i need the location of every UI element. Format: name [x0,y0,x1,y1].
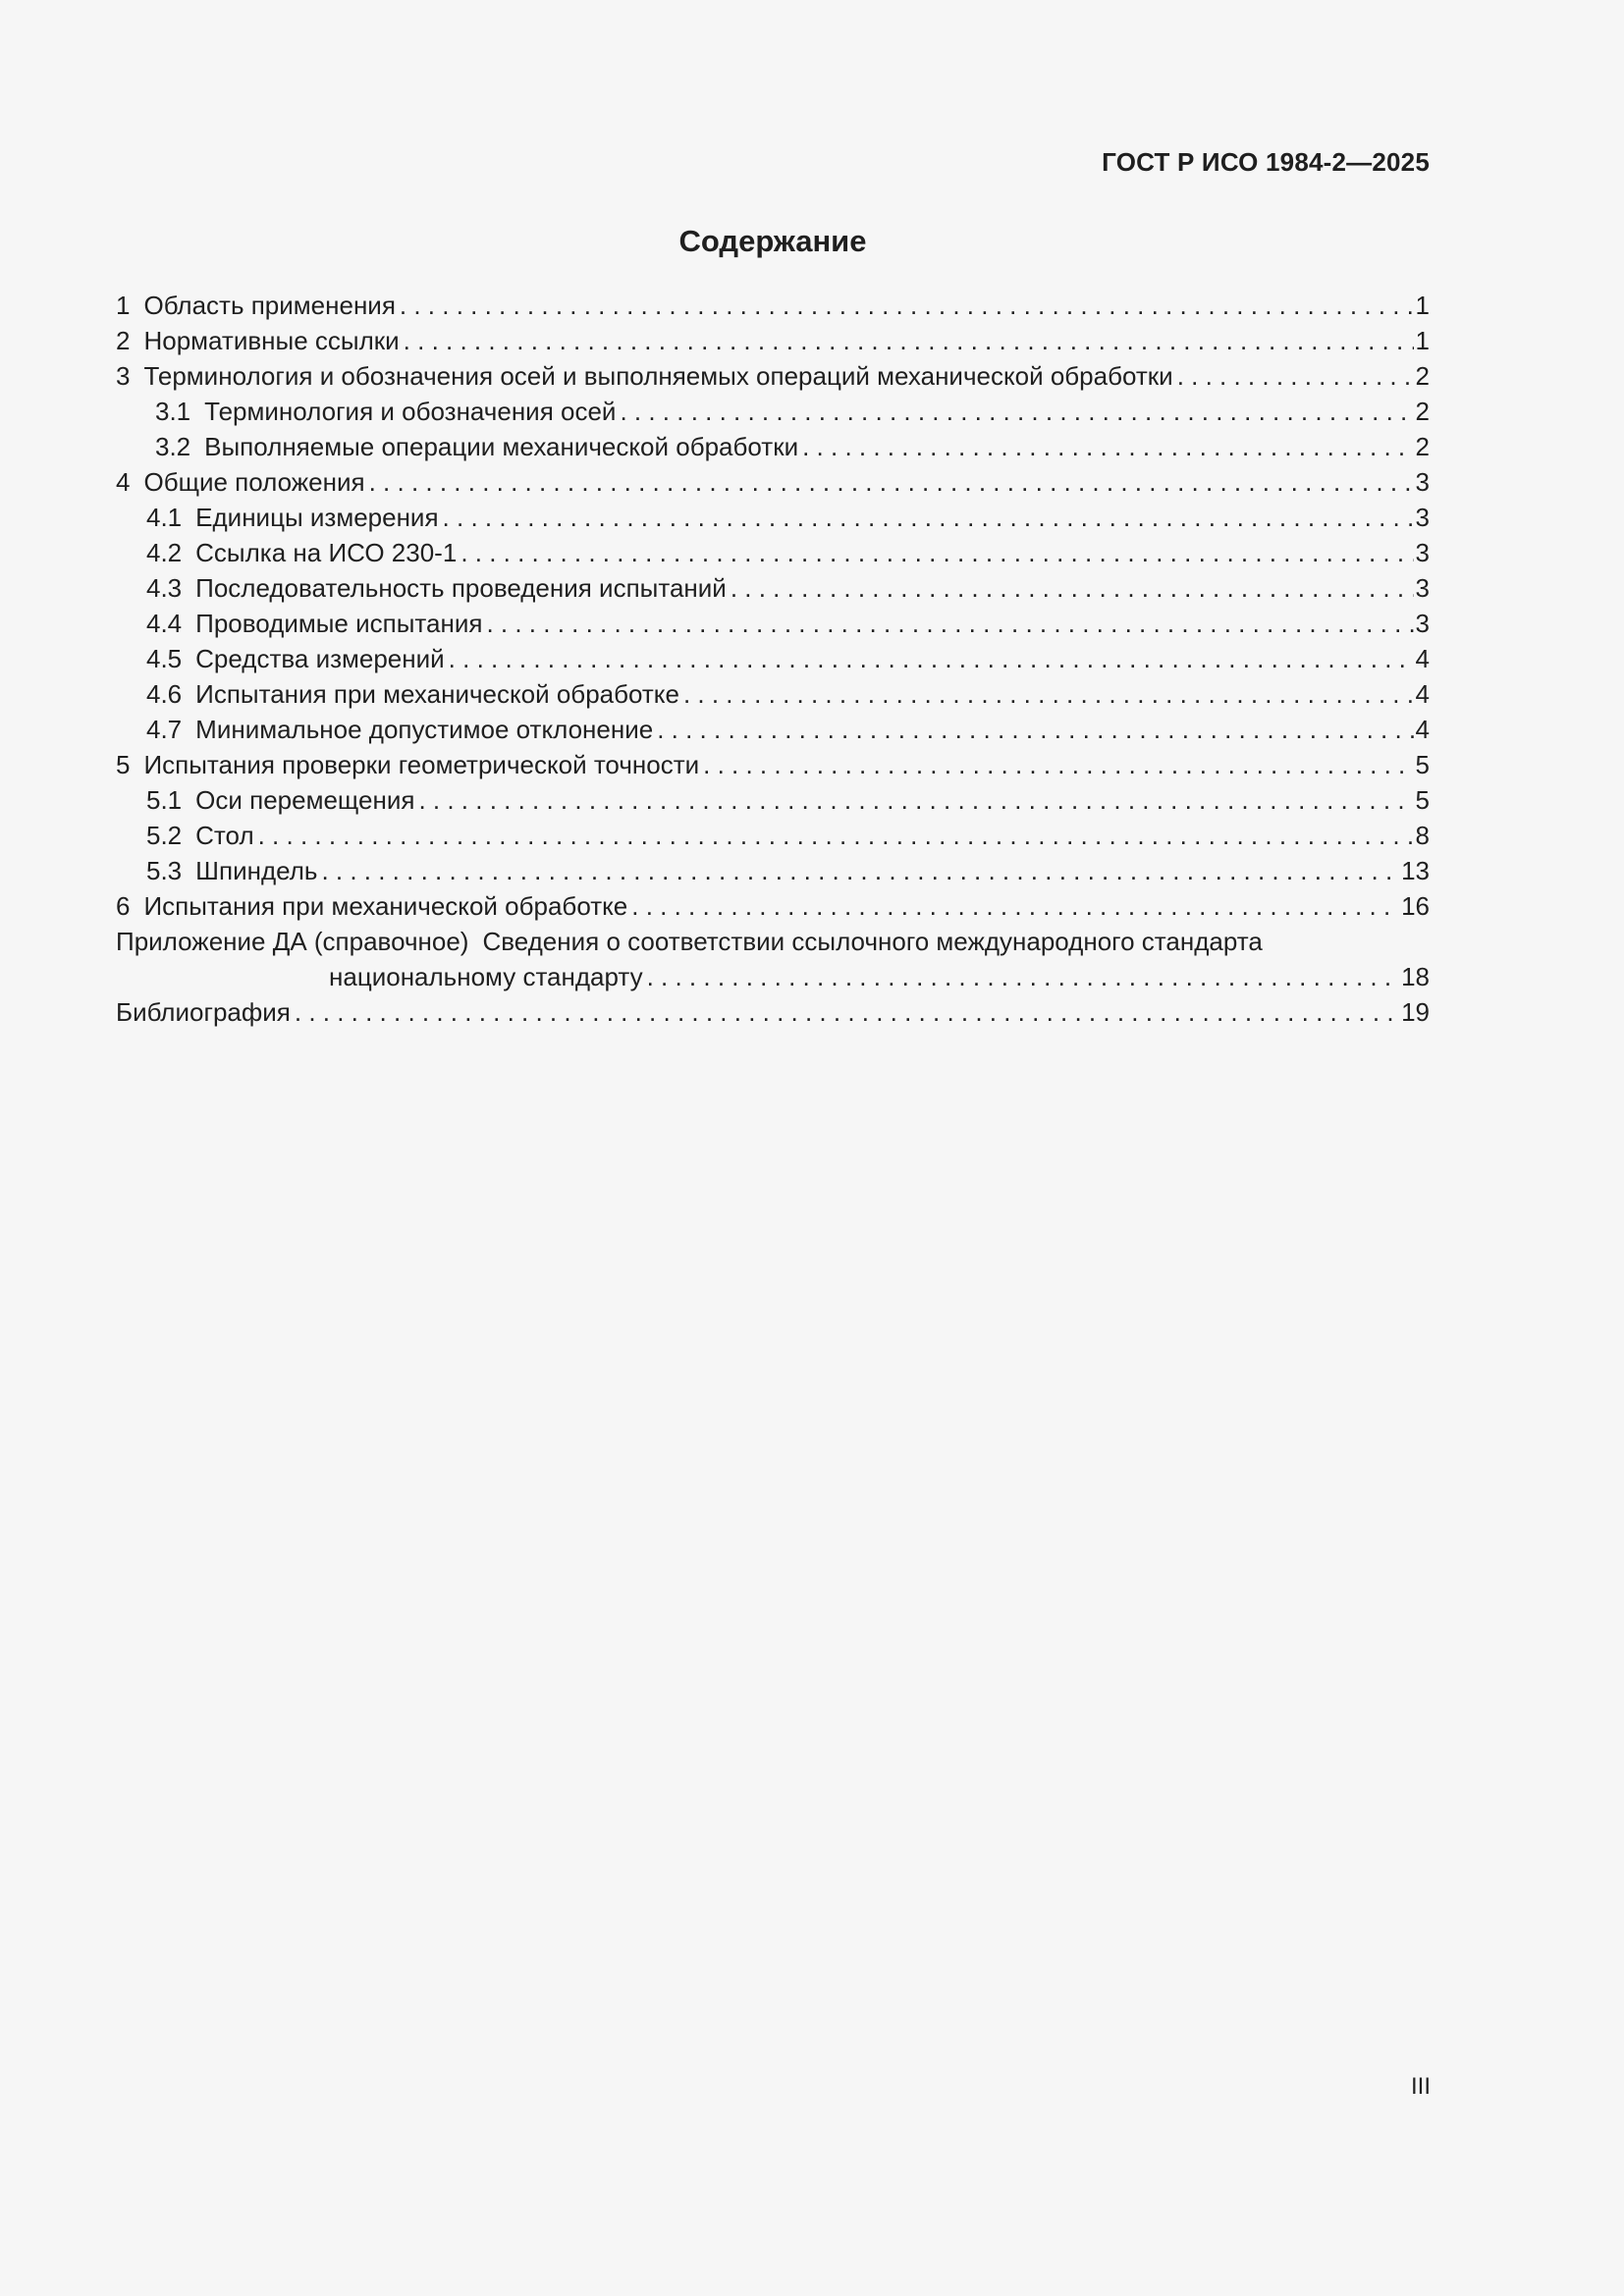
toc-entry-title: Единицы измерения [195,503,439,532]
toc-entry-title: Терминология и обозначения осей [204,397,617,426]
dot-leader [798,429,1413,464]
toc-entry-page: 4 [1415,679,1430,709]
dot-leader [445,641,1414,676]
toc-entry-4-4[interactable] [116,606,1430,641]
toc-entry-number: 3.1 [155,397,191,426]
dot-leader [616,394,1413,429]
dot-leader [400,323,1414,358]
toc-entry-4-2[interactable] [116,535,1430,570]
toc-entry-page: 4 [1415,644,1430,673]
toc-entry-page: 8 [1415,821,1430,850]
dot-leader [1173,358,1414,394]
toc-entry-title: Последовательность проведения испытаний [195,573,727,603]
toc-entry-number: 3 [116,361,131,391]
toc-entry-number: 5 [116,750,131,779]
toc-entry-number: 4.7 [146,715,183,744]
toc-entry-page: 18 [1401,962,1430,991]
toc-entry-4-5[interactable] [116,641,1430,676]
toc-entry-page: 5 [1415,750,1430,779]
toc-entry-page: 5 [1415,785,1430,815]
toc-entry-title: Выполняемые операции механической обработки [204,432,799,461]
toc-entry-number: 4.2 [146,538,183,567]
dot-leader [457,535,1413,570]
toc-entry-number: 5.2 [146,821,183,850]
toc-title: Содержание [678,224,867,258]
toc-entry-number: 3.2 [155,432,191,461]
toc-entry-number: 1 [116,291,131,320]
toc-entry-title: Шпиндель [195,856,318,885]
toc-entry-page: 3 [1415,538,1430,567]
dot-leader [414,782,1413,818]
toc-entry-page: 2 [1415,432,1430,461]
annex-title-line2: национальному стандарту [329,962,643,991]
toc-entry-1[interactable] [116,288,1430,323]
dot-leader [627,888,1399,924]
dot-leader [396,288,1414,323]
toc-entry-number: 4.6 [146,679,183,709]
toc-entry-page: 3 [1415,467,1430,497]
toc-entry-4-7[interactable] [116,712,1430,747]
document-code: ГОСТ Р ИСО 1984-2—2025 [1102,147,1430,177]
toc-entry-5-2[interactable] [116,818,1430,853]
dot-leader [653,712,1413,747]
toc-entry-3-2[interactable] [116,429,1430,464]
toc-entry-number: 4.1 [146,503,183,532]
toc-entry-title: Средства измерений [195,644,445,673]
toc-entry-page: 3 [1415,609,1430,638]
toc-entry-number: 6 [116,891,131,921]
toc-entry-bibliography[interactable] [116,994,1430,1030]
toc-entry-page: 1 [1415,291,1430,320]
toc-entry-title: Испытания проверки геометрической точности [143,750,700,779]
annex-label: Приложение ДА (справочное) [116,927,469,956]
dot-leader [699,747,1413,782]
toc-entry-title: Оси перемещения [195,785,415,815]
toc-entry-title: Минимальное допустимое отклонение [195,715,654,744]
toc-entry-4[interactable] [116,464,1430,500]
toc-entry-title: Ссылка на ИСО 230-1 [195,538,458,567]
toc-entry-3[interactable] [116,358,1430,394]
dot-leader [679,676,1414,712]
dot-leader [727,570,1414,606]
annex-title-line1: Сведения о соответствии ссылочного международного стандарта [482,927,1263,956]
toc-entry-number: 2 [116,326,131,355]
toc-entry-number: 4.3 [146,573,183,603]
toc-entry-2[interactable] [116,323,1430,358]
toc-entry-number: 4.4 [146,609,183,638]
toc-entry-number: 5.3 [146,856,183,885]
dot-leader [254,818,1414,853]
toc-entry-page: 3 [1415,573,1430,603]
table-of-contents [116,288,1430,1030]
toc-entry-title: Проводимые испытания [195,609,483,638]
toc-entry-title: Терминология и обозначения осей и выполняемых операций механической обработки [143,361,1173,391]
toc-entry-title: Испытания при механической обработке [143,891,628,921]
annex-second-line [116,959,1430,994]
toc-entry-page: 2 [1415,361,1430,391]
dot-leader [365,464,1414,500]
dot-leader [317,853,1399,888]
toc-entry-number: 5.1 [146,785,183,815]
toc-entry-title: Область применения [143,291,396,320]
toc-entry-number: 4.5 [146,644,183,673]
toc-entry-5-3[interactable] [116,853,1430,888]
dot-leader [291,994,1399,1030]
toc-entry-title: Библиография [116,997,291,1027]
toc-entry-3-1[interactable] [116,394,1430,429]
toc-entry-title: Общие положения [143,467,365,497]
toc-entry-5-1[interactable] [116,782,1430,818]
toc-entry-6[interactable] [116,888,1430,924]
toc-entry-4-6[interactable] [116,676,1430,712]
page-number: III [1410,2073,1431,2100]
dot-leader [439,500,1414,535]
toc-entry-page: 13 [1401,856,1430,885]
toc-entry-title: Испытания при механической обработке [195,679,679,709]
toc-entry-4-3[interactable] [116,570,1430,606]
toc-entry-4-1[interactable] [116,500,1430,535]
toc-entry-page: 1 [1415,326,1430,355]
toc-entry-title: Нормативные ссылки [143,326,400,355]
toc-entry-page: 3 [1415,503,1430,532]
toc-entry-5[interactable] [116,747,1430,782]
toc-entry-page: 4 [1415,715,1430,744]
dot-leader [643,959,1399,994]
toc-entry-page: 16 [1401,891,1430,921]
toc-entry-annex[interactable] [116,924,1430,994]
toc-entry-page: 2 [1415,397,1430,426]
toc-entry-page: 19 [1401,997,1430,1027]
annex-first-line [116,924,1430,959]
toc-entry-number: 4 [116,467,131,497]
toc-entry-title: Стол [195,821,254,850]
dot-leader [482,606,1413,641]
